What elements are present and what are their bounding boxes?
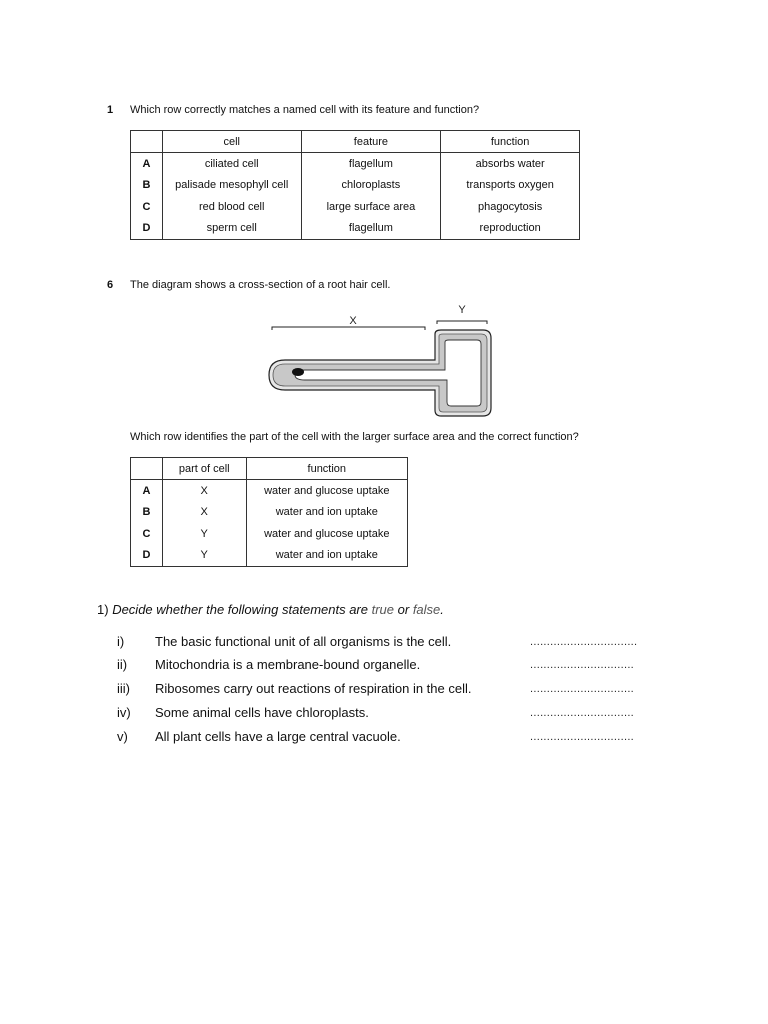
section-number: 1) <box>97 602 109 617</box>
table-cell: large surface area <box>301 196 441 218</box>
statement-text: The basic functional unit of all organisms is the cell. <box>155 634 452 649</box>
answer-blank[interactable]: ............................... <box>530 659 635 671</box>
header-cell: part of cell <box>162 458 246 480</box>
table-row <box>131 175 580 197</box>
bracket-y <box>437 321 487 324</box>
question-6-number: 6 <box>107 279 114 291</box>
table-cell: flagellum <box>301 153 441 175</box>
statement-number: i) <box>117 634 125 649</box>
instruction-text: Decide whether the following statements are <box>112 602 372 617</box>
statement-number: ii) <box>117 657 128 672</box>
table-cell: water and glucose uptake <box>246 480 407 502</box>
table-row <box>131 480 408 502</box>
table-cell: absorbs water <box>441 153 580 175</box>
statement-item <box>117 729 401 744</box>
statement-item <box>117 681 471 696</box>
row-label: C <box>131 523 163 545</box>
row-label: A <box>131 153 163 175</box>
question-6-intro: The diagram shows a cross-section of a root hair cell. <box>130 279 391 291</box>
table-row <box>131 196 580 218</box>
table-cell: palisade mesophyll cell <box>162 175 301 197</box>
table-cell: sperm cell <box>162 218 301 240</box>
label-y: Y <box>458 304 466 316</box>
table-cell: X <box>162 502 246 524</box>
instruction-end: . <box>440 602 444 617</box>
question-1-table <box>130 130 580 240</box>
table-cell: X <box>162 480 246 502</box>
true-false-instructions <box>97 602 444 617</box>
row-label: C <box>131 196 163 218</box>
table-cell: ciliated cell <box>162 153 301 175</box>
question-1-text: Which row correctly matches a named cell with its feature and function? <box>130 104 480 116</box>
table-cell: phagocytosis <box>441 196 580 218</box>
answer-blank[interactable]: ............................... <box>530 731 635 743</box>
row-label: D <box>131 545 163 567</box>
table-cell: transports oxygen <box>441 175 580 197</box>
statement-number: iii) <box>117 681 130 696</box>
statement-item <box>117 634 451 649</box>
header-cell: cell <box>162 131 301 153</box>
table-row <box>131 218 580 240</box>
bracket-x <box>272 327 425 330</box>
table-cell: reproduction <box>441 218 580 240</box>
vacuole <box>295 340 481 406</box>
question-6-table <box>130 457 408 567</box>
table-cell: red blood cell <box>162 196 301 218</box>
word-or: or <box>394 602 413 617</box>
word-true: true <box>371 602 395 617</box>
statement-item <box>117 705 369 720</box>
row-label: B <box>131 502 163 524</box>
row-label: D <box>131 218 163 240</box>
header-cell: function <box>441 131 580 153</box>
table-cell: Y <box>162 545 246 567</box>
answer-blank[interactable]: ............................... <box>530 707 635 719</box>
table-cell: flagellum <box>301 218 441 240</box>
row-label: A <box>131 480 163 502</box>
table-cell: water and glucose uptake <box>246 523 407 545</box>
table-row <box>131 545 408 567</box>
nucleus <box>292 368 304 376</box>
word-false: false <box>412 602 441 617</box>
statement-item <box>117 657 420 672</box>
header-cell: function <box>246 458 407 480</box>
table-cell: water and ion uptake <box>246 502 407 524</box>
table-cell: water and ion uptake <box>246 545 407 567</box>
table-cell: Y <box>162 523 246 545</box>
label-x: X <box>349 315 357 327</box>
question-1-number: 1 <box>107 104 114 116</box>
answer-blank[interactable]: ............................... <box>530 683 635 695</box>
table-row <box>131 523 408 545</box>
table-cell: chloroplasts <box>301 175 441 197</box>
question-6-text: Which row identifies the part of the cell with the larger surface area and the correct function? <box>130 431 579 443</box>
header-cell <box>131 458 163 480</box>
statement-text: Ribosomes carry out reactions of respiration in the cell. <box>155 681 472 696</box>
statement-number: iv) <box>117 705 131 720</box>
statement-text: Some animal cells have chloroplasts. <box>155 705 369 720</box>
header-cell: feature <box>301 131 441 153</box>
statement-number: v) <box>117 729 128 744</box>
table-header-row <box>131 458 408 480</box>
statement-text: All plant cells have a large central vacuole. <box>155 729 401 744</box>
header-cell <box>131 131 163 153</box>
table-row <box>131 153 580 175</box>
table-row <box>131 502 408 524</box>
table-header-row <box>131 131 580 153</box>
statement-text: Mitochondria is a membrane-bound organelle. <box>155 657 421 672</box>
root-hair-cell-diagram <box>265 300 500 420</box>
answer-blank[interactable]: ................................ <box>530 636 638 648</box>
row-label: B <box>131 175 163 197</box>
